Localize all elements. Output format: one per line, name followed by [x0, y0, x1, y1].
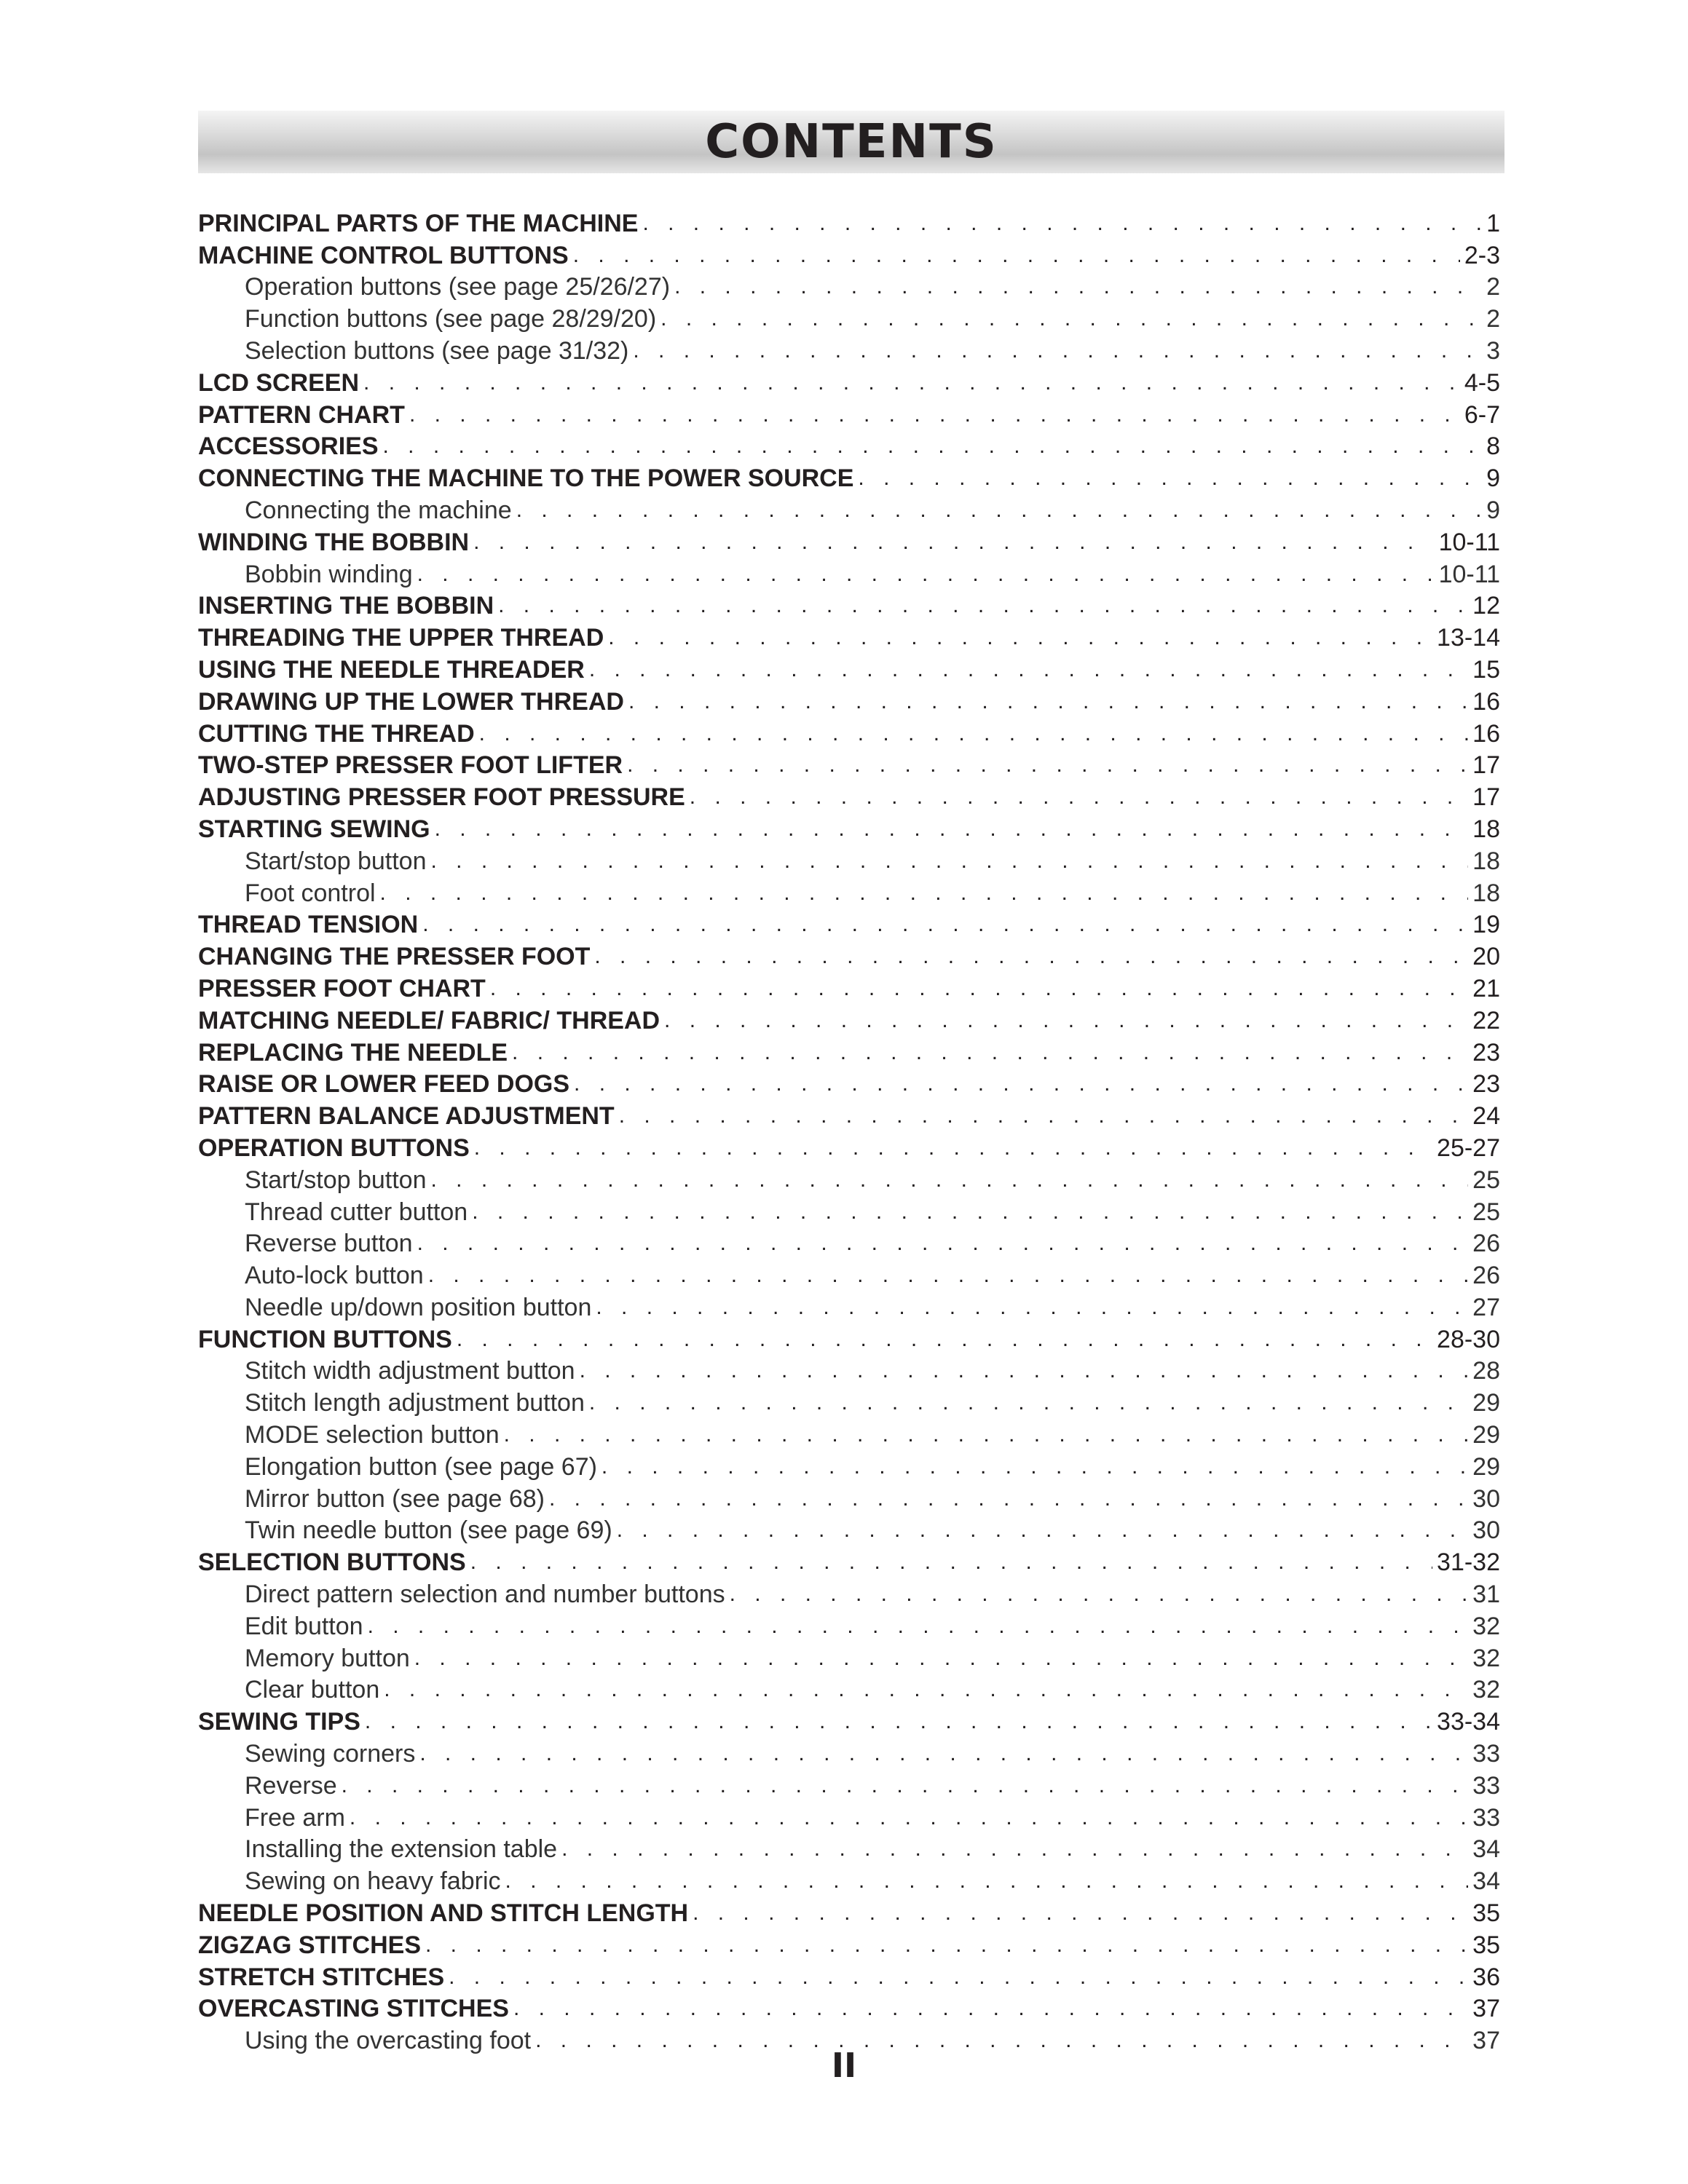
toc-subsection-entry[interactable] — [198, 876, 1500, 908]
toc-entry-label: Operation buttons (see page 25/26/27) — [245, 273, 671, 301]
dot-leader — [589, 655, 1468, 684]
toc-section-entry[interactable] — [198, 1131, 1500, 1163]
toc-section-entry[interactable] — [198, 652, 1500, 684]
toc-entry-label: PRINCIPAL PARTS OF THE MACHINE — [198, 209, 639, 237]
toc-section-entry[interactable] — [198, 780, 1500, 812]
toc-section-entry[interactable] — [198, 1067, 1500, 1099]
toc-entry-page: 2 — [1486, 305, 1500, 333]
toc-entry-label: THREADING THE UPPER THREAD — [198, 624, 604, 652]
toc-entry-page: 2 — [1486, 273, 1500, 301]
toc-entry-label: Selection buttons (see page 31/32) — [245, 336, 629, 365]
dot-leader — [589, 1388, 1468, 1417]
dot-leader — [419, 1739, 1468, 1768]
toc-entry-page: 22 — [1472, 1006, 1500, 1034]
toc-entry-label: Start/stop button — [245, 847, 427, 875]
toc-subsection-entry[interactable] — [198, 1290, 1500, 1322]
toc-entry-label: Reverse button — [245, 1230, 413, 1258]
toc-entry-label: Needle up/down position button — [245, 1293, 592, 1321]
toc-entry-page: 37 — [1472, 2027, 1500, 2055]
toc-entry-label: FUNCTION BUTTONS — [198, 1325, 452, 1353]
dot-leader — [449, 1963, 1468, 1992]
toc-subsection-entry[interactable] — [198, 1195, 1500, 1227]
dot-leader — [431, 1166, 1469, 1195]
toc-entry-label: NEEDLE POSITION AND STITCH LENGTH — [198, 1899, 689, 1928]
toc-subsection-entry[interactable] — [198, 1800, 1500, 1832]
toc-entry-page: 6-7 — [1464, 400, 1500, 429]
toc-subsection-entry[interactable] — [198, 1227, 1500, 1259]
toc-entry-page: 35 — [1472, 1899, 1500, 1928]
dot-leader — [619, 1101, 1468, 1131]
dot-leader — [858, 464, 1482, 493]
toc-entry-label: RAISE OR LOWER FEED DOGS — [198, 1070, 570, 1099]
dot-leader — [435, 815, 1469, 844]
dot-leader — [617, 1516, 1468, 1545]
toc-entry-label: Stitch width adjustment button — [245, 1357, 575, 1385]
toc-entry-page: 34 — [1472, 1835, 1500, 1864]
dot-leader — [512, 1038, 1468, 1067]
toc-entry-page: 24 — [1472, 1102, 1500, 1131]
toc-entry-label: INSERTING THE BOBBIN — [198, 592, 494, 620]
toc-subsection-entry[interactable] — [198, 1609, 1500, 1641]
dot-leader — [693, 1899, 1468, 1928]
toc-entry-label: CUTTING THE THREAD — [198, 719, 475, 748]
toc-entry-label: MODE selection button — [245, 1421, 500, 1449]
toc-entry-page: 19 — [1472, 911, 1500, 939]
toc-entry-label: REPLACING THE NEEDLE — [198, 1038, 508, 1067]
toc-entry-page: 30 — [1472, 1484, 1500, 1513]
toc-entry-label: Auto-lock button — [245, 1262, 424, 1290]
toc-entry-page: 18 — [1472, 879, 1500, 907]
dot-leader — [628, 687, 1468, 716]
toc-section-entry[interactable] — [198, 1992, 1500, 2024]
toc-section-entry[interactable] — [198, 430, 1500, 462]
toc-entry-page: 34 — [1472, 1867, 1500, 1896]
toc-section-entry[interactable] — [198, 589, 1500, 621]
toc-section-entry[interactable] — [198, 908, 1500, 940]
toc-entry-label: Sewing corners — [245, 1740, 416, 1768]
toc-subsection-entry[interactable] — [198, 1258, 1500, 1290]
toc-entry-page: 9 — [1486, 496, 1500, 524]
toc-entry-label: Connecting the machine — [245, 496, 512, 524]
page-number: II — [831, 2046, 857, 2085]
toc-section-entry[interactable] — [198, 525, 1500, 557]
toc-entry-label: Stitch length adjustment button — [245, 1389, 585, 1417]
dot-leader — [383, 432, 1483, 461]
toc-entry-page: 20 — [1472, 943, 1500, 971]
toc-entry-label: THREAD TENSION — [198, 911, 419, 939]
toc-entry-page: 23 — [1472, 1070, 1500, 1099]
toc-entry-page: 30 — [1472, 1516, 1500, 1545]
toc-entry-label: STRETCH STITCHES — [198, 1963, 445, 1991]
toc-section-entry[interactable] — [198, 1928, 1500, 1960]
toc-entry-page: 2-3 — [1464, 241, 1500, 269]
toc-entry-label: SEWING TIPS — [198, 1708, 360, 1736]
toc-entry-page: 33-34 — [1437, 1708, 1500, 1736]
dot-leader — [365, 1707, 1432, 1736]
dot-leader — [417, 560, 1435, 589]
toc-entry-label: MACHINE CONTROL BUTTONS — [198, 241, 569, 269]
dot-leader — [504, 1420, 1469, 1449]
toc-entry-label: SELECTION BUTTONS — [198, 1548, 466, 1577]
toc-entry-label: ADJUSTING PRESSER FOOT PRESSURE — [198, 783, 685, 812]
toc-section-entry[interactable] — [198, 238, 1500, 270]
toc-subsection-entry[interactable] — [198, 1354, 1500, 1386]
toc-entry-label: Bobbin winding — [245, 560, 413, 588]
toc-entry-label: Reverse — [245, 1771, 337, 1800]
toc-subsection-entry[interactable] — [198, 1481, 1500, 1514]
toc-entry-page: 10-11 — [1438, 528, 1500, 556]
toc-subsection-entry[interactable] — [198, 1736, 1500, 1768]
dot-leader — [425, 1931, 1468, 1960]
toc-subsection-entry[interactable] — [198, 301, 1500, 333]
dot-leader — [473, 528, 1434, 557]
dot-leader — [561, 1835, 1468, 1864]
toc-entry-page: 32 — [1472, 1644, 1500, 1672]
dot-leader — [342, 1771, 1469, 1800]
dot-leader — [363, 368, 1460, 397]
toc-entry-label: Mirror button (see page 68) — [245, 1484, 545, 1513]
toc-section-entry[interactable] — [198, 1003, 1500, 1035]
toc-entry-label: ACCESSORIES — [198, 432, 379, 461]
toc-entry-label: Foot control — [245, 879, 376, 907]
toc-entry-label: OPERATION BUTTONS — [198, 1133, 470, 1162]
toc-section-entry[interactable] — [198, 620, 1500, 652]
toc-subsection-entry[interactable] — [198, 1449, 1500, 1481]
toc-section-entry[interactable] — [198, 1322, 1500, 1354]
dot-leader — [730, 1580, 1469, 1609]
dot-leader — [417, 1229, 1469, 1258]
toc-entry-page: 1 — [1486, 209, 1500, 237]
dot-leader — [660, 304, 1482, 333]
toc-subsection-entry[interactable] — [198, 1163, 1500, 1195]
toc-entry-page: 23 — [1472, 1038, 1500, 1067]
toc-section-entry[interactable] — [198, 812, 1500, 844]
dot-leader — [513, 1994, 1468, 2023]
dot-leader — [574, 1069, 1468, 1099]
dot-leader — [642, 209, 1482, 238]
toc-entry-page: 16 — [1472, 687, 1500, 716]
toc-entry-label: Start/stop button — [245, 1166, 427, 1194]
dot-leader — [633, 336, 1482, 365]
toc-entry-page: 32 — [1472, 1612, 1500, 1640]
toc-entry-page: 8 — [1486, 432, 1500, 461]
toc-section-entry[interactable] — [198, 206, 1500, 238]
toc-entry-page: 17 — [1472, 783, 1500, 812]
table-of-contents — [198, 206, 1500, 2055]
dot-leader — [580, 1356, 1469, 1385]
toc-section-entry[interactable] — [198, 939, 1500, 971]
toc-entry-page: 13-14 — [1437, 624, 1500, 652]
toc-entry-label: DRAWING UP THE LOWER THREAD — [198, 687, 624, 716]
dot-leader — [384, 1675, 1468, 1704]
toc-subsection-entry[interactable] — [198, 1417, 1500, 1449]
toc-entry-page: 31-32 — [1437, 1548, 1500, 1577]
toc-section-entry[interactable] — [198, 1704, 1500, 1736]
toc-subsection-entry[interactable] — [198, 1385, 1500, 1417]
toc-section-entry[interactable] — [198, 1960, 1500, 1992]
toc-subsection-entry[interactable] — [198, 1832, 1500, 1864]
toc-entry-label: Using the overcasting foot — [245, 2027, 532, 2055]
toc-entry-page: 29 — [1472, 1389, 1500, 1417]
toc-entry-label: PATTERN CHART — [198, 400, 405, 429]
toc-entry-label: Thread cutter button — [245, 1198, 468, 1226]
toc-entry-page: 31 — [1472, 1580, 1500, 1609]
dot-leader — [490, 974, 1468, 1003]
toc-subsection-entry[interactable] — [198, 1577, 1500, 1609]
toc-entry-page: 15 — [1472, 655, 1500, 684]
toc-entry-page: 33 — [1472, 1803, 1500, 1832]
dot-leader — [602, 1452, 1468, 1481]
toc-entry-page: 17 — [1472, 751, 1500, 780]
toc-entry-page: 18 — [1472, 815, 1500, 843]
dot-leader — [428, 1261, 1468, 1290]
toc-section-entry[interactable] — [198, 461, 1500, 493]
toc-entry-page: 21 — [1472, 974, 1500, 1002]
toc-entry-page: 3 — [1486, 336, 1500, 365]
toc-entry-page: 35 — [1472, 1931, 1500, 1959]
toc-entry-page: 29 — [1472, 1421, 1500, 1449]
dot-leader — [674, 272, 1482, 301]
toc-entry-label: ZIGZAG STITCHES — [198, 1931, 421, 1959]
toc-section-entry[interactable] — [198, 684, 1500, 716]
toc-entry-page: 29 — [1472, 1452, 1500, 1481]
toc-entry-label: Clear button — [245, 1676, 380, 1704]
toc-subsection-entry[interactable] — [198, 557, 1500, 589]
toc-subsection-entry[interactable] — [198, 1768, 1500, 1800]
dot-leader — [457, 1325, 1432, 1354]
contents-header-bar — [198, 111, 1504, 173]
dot-leader — [474, 1133, 1432, 1163]
toc-subsection-entry[interactable] — [198, 1864, 1500, 1896]
toc-entry-page: 25-27 — [1437, 1133, 1500, 1162]
toc-subsection-entry[interactable] — [198, 493, 1500, 525]
toc-section-entry[interactable] — [198, 716, 1500, 748]
dot-leader — [516, 496, 1482, 525]
dot-leader — [431, 847, 1469, 876]
dot-leader — [409, 400, 1460, 430]
toc-entry-page: 33 — [1472, 1740, 1500, 1768]
toc-subsection-entry[interactable] — [198, 844, 1500, 876]
dot-leader — [608, 623, 1432, 652]
toc-entry-page: 10-11 — [1438, 560, 1500, 588]
toc-entry-label: PRESSER FOOT CHART — [198, 974, 486, 1002]
dot-leader — [573, 241, 1460, 270]
toc-entry-label: USING THE NEEDLE THREADER — [198, 655, 585, 684]
dot-leader — [380, 879, 1469, 908]
dot-leader — [690, 783, 1468, 812]
toc-section-entry[interactable] — [198, 1545, 1500, 1577]
toc-entry-label: OVERCASTING STITCHES — [198, 1995, 509, 2023]
dot-leader — [422, 910, 1468, 939]
dot-leader — [549, 1484, 1468, 1514]
toc-entry-label: Sewing on heavy fabric — [245, 1867, 501, 1896]
toc-subsection-entry[interactable] — [198, 1641, 1500, 1673]
toc-entry-page: 9 — [1486, 464, 1500, 493]
dot-leader — [368, 1612, 1469, 1641]
toc-entry-page: 4-5 — [1464, 368, 1500, 397]
toc-subsection-entry[interactable] — [198, 270, 1500, 302]
toc-entry-page: 28 — [1472, 1357, 1500, 1385]
toc-entry-page: 12 — [1472, 592, 1500, 620]
toc-entry-label: CONNECTING THE MACHINE TO THE POWER SOURCE — [198, 464, 854, 493]
toc-section-entry[interactable] — [198, 748, 1500, 780]
toc-section-entry[interactable] — [198, 365, 1500, 397]
toc-entry-label: Elongation button (see page 67) — [245, 1452, 597, 1481]
toc-entry-label: Free arm — [245, 1803, 345, 1832]
toc-entry-label: STARTING SEWING — [198, 815, 430, 843]
dot-leader — [594, 942, 1468, 971]
dot-leader — [470, 1548, 1432, 1577]
dot-leader — [627, 751, 1468, 780]
page-title: CONTENTS — [705, 115, 998, 169]
toc-subsection-entry[interactable] — [198, 1673, 1500, 1705]
toc-entry-page: 26 — [1472, 1230, 1500, 1258]
dot-leader — [505, 1867, 1469, 1896]
toc-entry-page: 32 — [1472, 1676, 1500, 1704]
toc-section-entry[interactable] — [198, 971, 1500, 1003]
dot-leader — [472, 1198, 1468, 1227]
toc-entry-label: Twin needle button (see page 69) — [245, 1516, 612, 1545]
toc-section-entry[interactable] — [198, 397, 1500, 430]
dot-leader — [664, 1006, 1468, 1035]
toc-entry-label: MATCHING NEEDLE/ FABRIC/ THREAD — [198, 1006, 660, 1034]
toc-section-entry[interactable] — [198, 1035, 1500, 1067]
toc-entry-page: 36 — [1472, 1963, 1500, 1991]
toc-entry-page: 27 — [1472, 1293, 1500, 1321]
toc-entry-page: 28-30 — [1437, 1325, 1500, 1353]
toc-entry-page: 37 — [1472, 1995, 1500, 2023]
toc-entry-label: CHANGING THE PRESSER FOOT — [198, 943, 591, 971]
toc-entry-label: LCD SCREEN — [198, 368, 360, 397]
toc-entry-page: 33 — [1472, 1771, 1500, 1800]
toc-entry-label: TWO-STEP PRESSER FOOT LIFTER — [198, 751, 623, 780]
dot-leader — [498, 591, 1468, 620]
toc-entry-page: 26 — [1472, 1262, 1500, 1290]
toc-section-entry[interactable] — [198, 1896, 1500, 1928]
toc-entry-label: Direct pattern selection and number buttons — [245, 1580, 725, 1609]
toc-entry-label: Memory button — [245, 1644, 410, 1672]
dot-leader — [479, 719, 1469, 748]
dot-leader — [350, 1803, 1468, 1832]
toc-entry-label: Installing the extension table — [245, 1835, 558, 1864]
toc-entry-page: 16 — [1472, 719, 1500, 748]
toc-subsection-entry[interactable] — [198, 1514, 1500, 1546]
toc-section-entry[interactable] — [198, 1099, 1500, 1131]
toc-entry-page: 25 — [1472, 1166, 1500, 1194]
toc-entry-page: 18 — [1472, 847, 1500, 875]
toc-entry-label: Edit button — [245, 1612, 363, 1640]
toc-entry-label: WINDING THE BOBBIN — [198, 528, 470, 556]
toc-subsection-entry[interactable] — [198, 333, 1500, 365]
dot-leader — [596, 1293, 1468, 1322]
dot-leader — [414, 1644, 1468, 1673]
toc-entry-label: Function buttons (see page 28/29/20) — [245, 305, 657, 333]
toc-entry-page: 25 — [1472, 1198, 1500, 1226]
toc-entry-label: PATTERN BALANCE ADJUSTMENT — [198, 1102, 615, 1131]
